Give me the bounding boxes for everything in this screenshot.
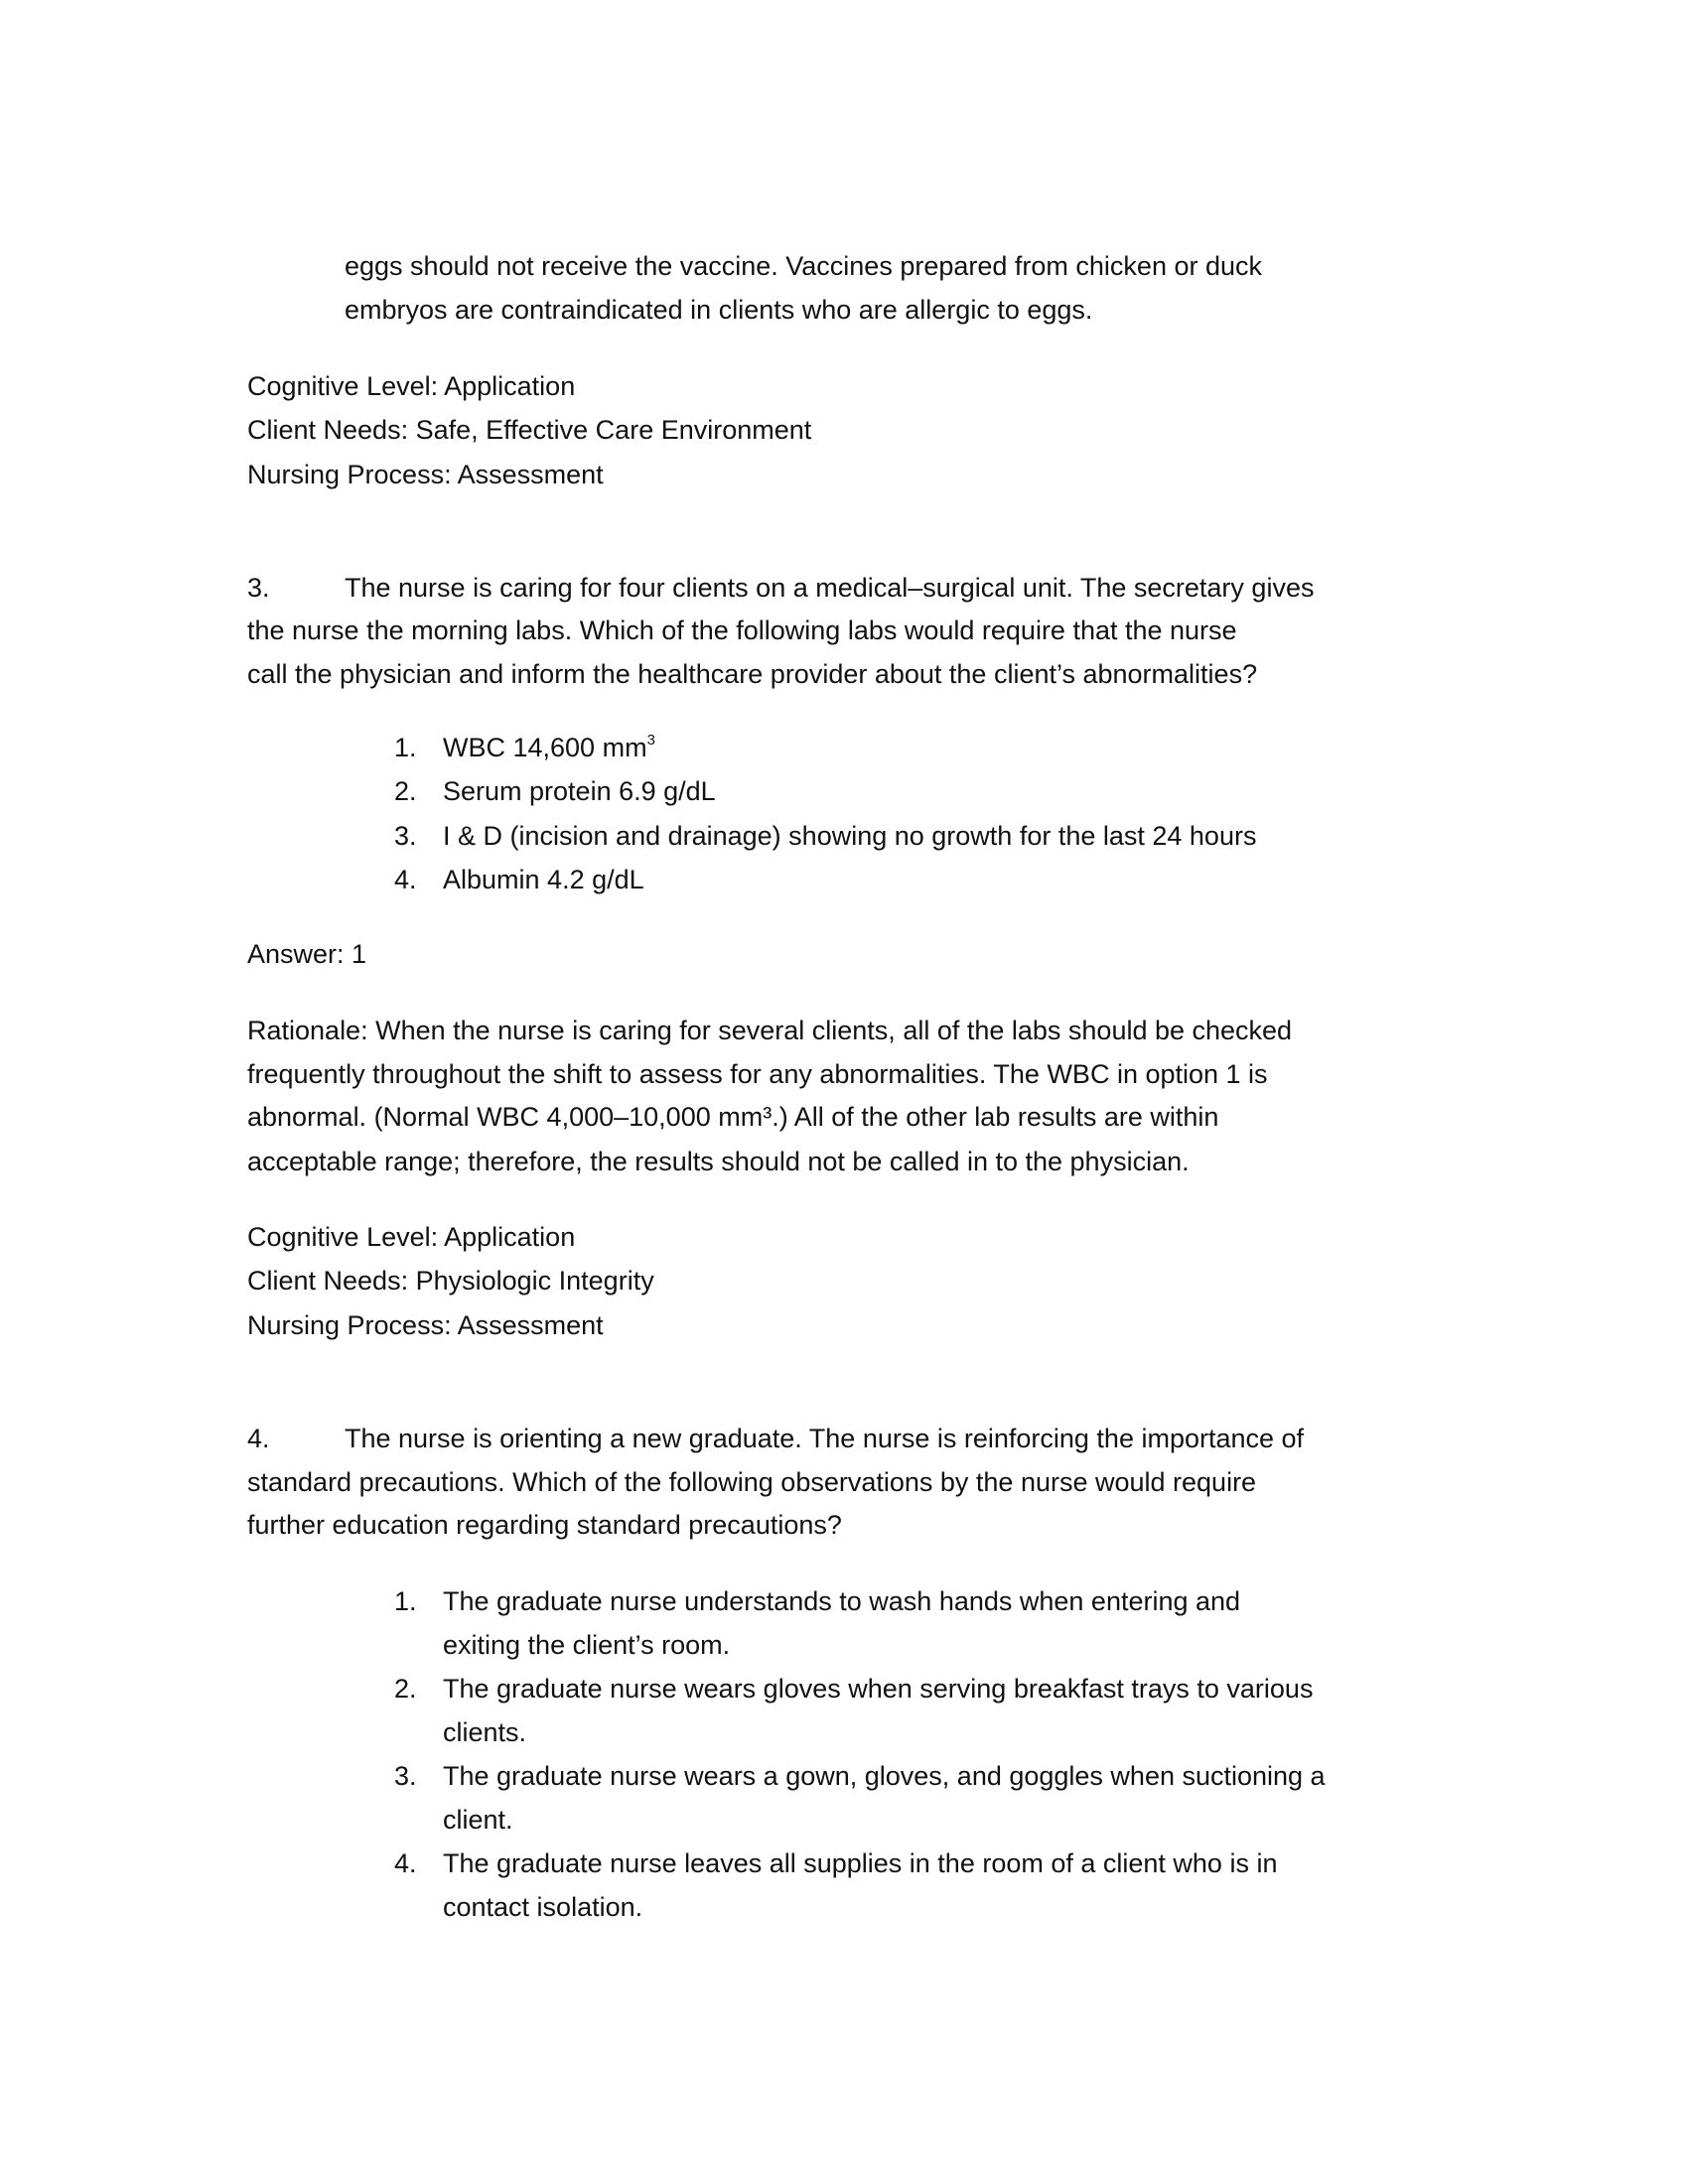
option-number: 2. (394, 1674, 417, 1704)
cognitive-level: Cognitive Level: Application (247, 371, 576, 401)
option-2: Serum protein 6.9 g/dL (443, 776, 716, 806)
continued-text-line: embryos are contraindicated in clients who are allergic to eggs. (345, 295, 1093, 325)
question-4-text: standard precautions. Which of the following observations by the nurse would require (247, 1467, 1257, 1497)
question-3-number: 3. (247, 573, 270, 603)
question-3-text: The nurse is caring for four clients on a medical–surgical unit. The secretary gives (345, 573, 1315, 603)
question-3-text: call the physician and inform the healthcare provider about the client’s abnormalities? (247, 659, 1258, 689)
option-3-line: The graduate nurse wears a gown, gloves, and goggles when suctioning a (443, 1761, 1326, 1791)
question-4-text: further education regarding standard precautions? (247, 1510, 842, 1540)
cognitive-level: Cognitive Level: Application (247, 1222, 576, 1252)
answer: Answer: 1 (247, 939, 367, 969)
option-number: 1. (394, 1586, 417, 1616)
option-number: 4. (394, 1848, 417, 1878)
option-4-line: contact isolation. (443, 1892, 643, 1922)
option-text: WBC 14,600 mm (443, 733, 647, 762)
option-1-line: exiting the client’s room. (443, 1630, 731, 1660)
option-2-line: The graduate nurse wears gloves when serving breakfast trays to various (443, 1674, 1314, 1704)
nursing-process: Nursing Process: Assessment (247, 1310, 604, 1340)
option-1 (443, 726, 655, 769)
option-number: 2. (394, 776, 417, 806)
question-3-text: the nurse the morning labs. Which of the following labs would require that the nurse (247, 615, 1237, 645)
rationale-line: acceptable range; therefore, the results should not be called in to the physician. (247, 1147, 1190, 1176)
rationale-line: abnormal. (Normal WBC 4,000–10,000 mm³.) All of the other lab results are within (247, 1102, 1219, 1132)
rationale-line: Rationale: When the nurse is caring for several clients, all of the labs should be checked (247, 1016, 1293, 1045)
client-needs: Client Needs: Safe, Effective Care Environment (247, 415, 812, 445)
option-number: 4. (394, 865, 417, 894)
rationale-line: frequently throughout the shift to assess for any abnormalities. The WBC in option 1 is (247, 1059, 1268, 1089)
option-number: 3. (394, 821, 417, 851)
continued-text-line: eggs should not receive the vaccine. Vaccines prepared from chicken or duck (345, 251, 1262, 281)
question-4-text: The nurse is orienting a new graduate. The nurse is reinforcing the importance of (345, 1424, 1305, 1453)
option-3-line: client. (443, 1805, 513, 1835)
option-4: Albumin 4.2 g/dL (443, 865, 644, 894)
question-4-number: 4. (247, 1424, 270, 1453)
option-4-line: The graduate nurse leaves all supplies in the room of a client who is in (443, 1848, 1278, 1878)
option-2-line: clients. (443, 1717, 527, 1747)
option-number: 3. (394, 1761, 417, 1791)
option-1-line: The graduate nurse understands to wash hands when entering and (443, 1586, 1241, 1616)
superscript: 3 (646, 732, 655, 749)
option-3: I & D (incision and drainage) showing no growth for the last 24 hours (443, 821, 1257, 851)
option-number: 1. (394, 733, 417, 762)
client-needs: Client Needs: Physiologic Integrity (247, 1266, 654, 1296)
nursing-process: Nursing Process: Assessment (247, 460, 604, 489)
